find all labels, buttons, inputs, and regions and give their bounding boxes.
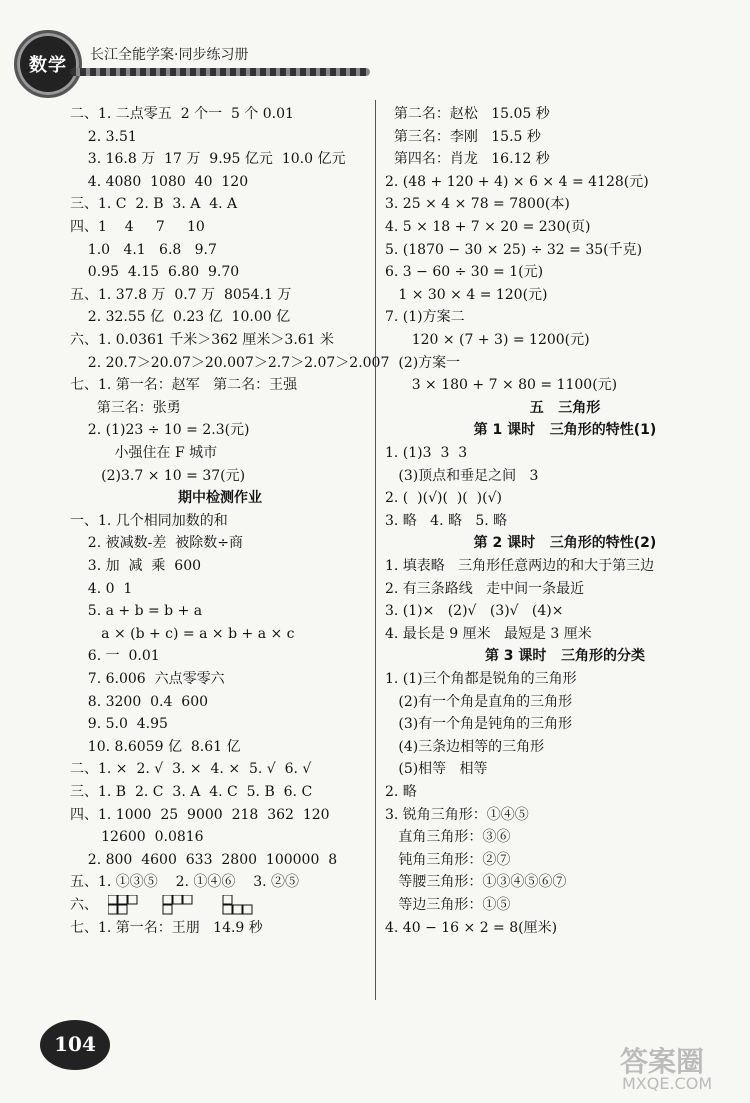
answer-line: 六、1. 0.0361 千米＞362 厘米＞3.61 米 [70, 332, 335, 348]
answer-line: 二、1. 二点零五 2 个一 5 个 0.01 [70, 106, 294, 122]
answer-line: 9. 5.0 4.95 [70, 716, 168, 733]
answer-line: 2. 略 [385, 784, 417, 800]
answer-line: 2. 32.55 亿 0.23 亿 10.00 亿 [70, 309, 291, 326]
answer-line: 3. 锐角三角形：①④⑤ [385, 806, 529, 823]
answer-line: 七、1. 第一名：王朋 14.9 秒 [70, 919, 263, 936]
answer-line: 4. 最长是 9 厘米 最短是 3 厘米 [385, 625, 592, 642]
answer-line: 10. 8.6059 亿 8.61 亿 [70, 738, 241, 755]
answer-line: (2)3.7 × 10 = 37(元) [70, 467, 246, 484]
answer-line: 五 三角形 [529, 399, 601, 416]
answer-line: 5. a + b = b + a [70, 603, 203, 620]
grid-views-icon [108, 895, 268, 915]
answer-line: 五、1. 37.8 万 0.7 万 8054.1 万 [70, 286, 292, 303]
answer-line: 2. (48 + 120 + 4) × 6 × 4 = 4128(元) [385, 173, 649, 190]
answer-line: 6. 3 − 60 ÷ 30 = 1(元) [385, 264, 544, 281]
answer-line: 3. 略 4. 略 5. 略 [385, 512, 508, 529]
answer-line: (3)顶点和垂足之间 3 [385, 467, 539, 484]
answer-line: 第三名：张勇 [70, 399, 181, 416]
answer-line: (5)相等 相等 [385, 761, 488, 778]
answer-line: 第二名：赵松 15.05 秒 [385, 106, 550, 122]
answer-line: 4. 4080 1080 40 120 [70, 173, 249, 190]
answer-line: 期中检测作业 [178, 490, 262, 507]
answer-line: 钝角三角形：②⑦ [385, 851, 511, 868]
answer-line: (2)有一个角是直角的三角形 [385, 693, 573, 710]
answer-line: 4. 40 − 16 × 2 = 8(厘米) [385, 919, 558, 936]
answer-line: (2)方案一 [385, 354, 461, 371]
answer-line: 3. 加 减 乘 600 [70, 558, 202, 574]
answer-line: 第 1 课时 三角形的特性(1) [473, 422, 657, 439]
answer-line: 三、1. C 2. B 3. A 4. A [70, 196, 238, 213]
answer-line: 1. (1)3 3 3 [385, 445, 468, 461]
answer-line: 四、1. 1000 25 9000 218 362 120 [70, 806, 330, 823]
answer-line: 3. (1)× (2)√ (3)√ (4)× [385, 603, 564, 620]
answer-line: a × (b + c) = a × b + a × c [70, 625, 295, 642]
answer-line: 2. ( )(√)( )( )(√) [385, 490, 502, 507]
answer-line: 4. 5 × 18 + 7 × 20 = 230(页) [385, 219, 591, 235]
page-number: 104 [54, 1032, 96, 1056]
answer-line: 2. 有三条路线 走中间一条最近 [385, 580, 585, 597]
page-header [0, 0, 750, 110]
answer-line: 0.95 4.15 6.80 9.70 [70, 264, 240, 281]
answer-line: 120 × (7 + 3) = 1200(元) [385, 332, 590, 348]
watermark-main: 答案圈 [620, 1045, 705, 1078]
answer-line: 一、1. 几个相同加数的和 [70, 512, 228, 529]
answer-line: 1. (1)三个角都是锐角的三角形 [385, 671, 577, 687]
subject-badge-text: 数学 [29, 55, 67, 76]
answer-line: 第 3 课时 三角形的分类 [484, 648, 646, 665]
answer-line: 等腰三角形：①③④⑤⑥⑦ [385, 874, 567, 891]
answer-line: 5. (1870 − 30 × 25) ÷ 32 = 35(千克) [385, 241, 643, 258]
answer-line: 等边三角形：①⑤ [385, 897, 511, 913]
answer-line: 第四名：肖龙 16.12 秒 [385, 151, 550, 168]
answer-line: 1 × 30 × 4 = 120(元) [385, 286, 548, 303]
answer-line: (4)三条边相等的三角形 [385, 738, 545, 755]
answer-line: 6. 一 0.01 [70, 648, 160, 665]
answer-line: 2. 20.7＞20.07＞20.007＞2.7＞2.07＞2.007 [70, 354, 390, 371]
answer-line: 8. 3200 0.4 600 [70, 693, 209, 710]
answer-line: 六、 [70, 894, 268, 916]
answer-line: 第三名：李刚 15.5 秒 [385, 128, 541, 145]
answer-line: 7. 6.006 六点零零六 [70, 671, 225, 687]
answer-line: 2. 被减数-差 被除数÷商 [70, 535, 243, 552]
page-number-badge [40, 1020, 110, 1070]
subject-badge [14, 30, 82, 98]
answer-line: 三、1. B 2. C 3. A 4. C 5. B 6. C [70, 784, 313, 800]
answer-line: 2. 800 4600 633 2800 100000 8 [70, 851, 338, 868]
answer-line: 3. 25 × 4 × 78 = 7800(本) [385, 196, 570, 213]
answer-line: 1.0 4.1 6.8 9.7 [70, 241, 217, 258]
answer-line: 七、1. 第一名：赵军 第二名：王强 [70, 377, 298, 394]
answer-line: 7. (1)方案二 [385, 309, 465, 326]
answer-line: 小强住在 F 城市 [70, 445, 218, 461]
answer-line: (3)有一个角是钝角的三角形 [385, 716, 573, 733]
answer-line: 第 2 课时 三角形的特性(2) [473, 535, 657, 552]
answer-line: 3 × 180 + 7 × 80 = 1100(元) [385, 377, 618, 394]
answer-line: 直角三角形：③⑥ [385, 829, 511, 846]
answer-line: 2. (1)23 ÷ 10 = 2.3(元) [70, 422, 250, 439]
answer-line: 12600 0.0816 [70, 829, 204, 846]
answer-line: 四、1 4 7 10 [70, 219, 205, 235]
answer-line: 二、1. × 2. √ 3. × 4. × 5. √ 6. √ [70, 761, 312, 778]
answer-line: 五、1. ①③⑤ 2. ①④⑥ 3. ②⑤ [70, 874, 300, 891]
column-divider [375, 100, 376, 1000]
answer-line: 4. 0 1 [70, 580, 133, 597]
series-title: 长江全能学案·同步练习册 [90, 47, 249, 63]
decorative-rope [70, 68, 370, 76]
answer-line: 2. 3.51 [70, 128, 137, 145]
watermark-sub: MXQE.COM [622, 1074, 713, 1093]
answer-line: 1. 填表略 三角形任意两边的和大于第三边 [385, 558, 655, 574]
watermark-logo [620, 1040, 740, 1098]
answer-line: 3. 16.8 万 17 万 9.95 亿元 10.0 亿元 [70, 151, 346, 168]
